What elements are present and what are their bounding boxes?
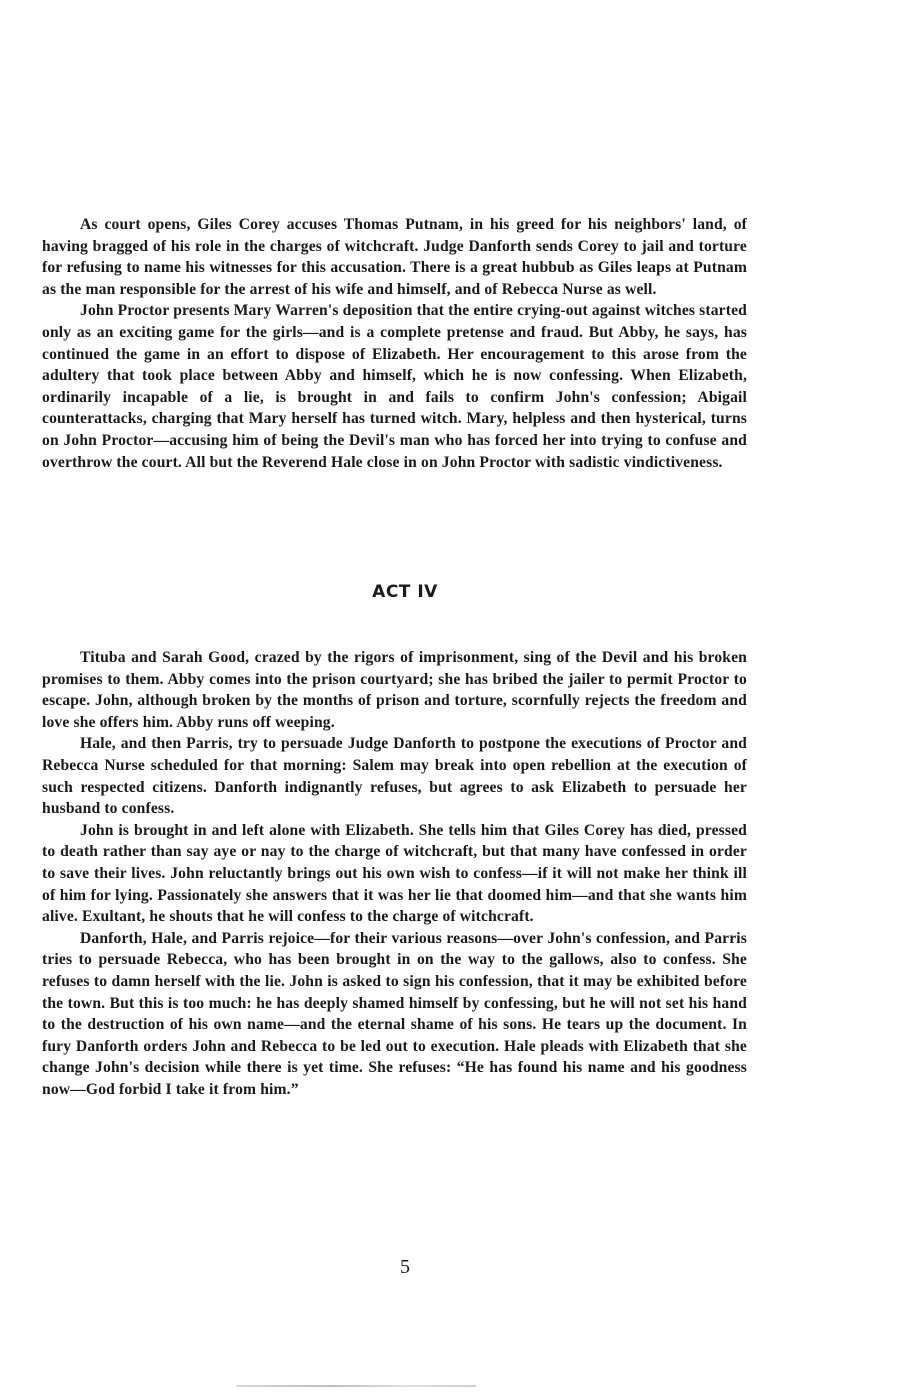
scan-artifact-line — [236, 1385, 476, 1387]
act-iv-summary-section — [42, 647, 747, 1100]
paragraph: John Proctor presents Mary Warren's deposition that the entire crying-out against witches started only as an exciting game for the girls—and is a complete pretense and fraud. But Abby, he says, has continued the game in an effort to dispose of Elizabeth. Her encouragement to this arose from the adultery that took place between Abby and himself, which he is now confessing. When Elizabeth, ordinarily incapable of a lie, is brought in and fails to confirm John's confession; Abigail counterattacks, charging that Mary herself has turned witch. Mary, helpless and then hysterical, turns on John Proctor—accusing him of being the Devil's man who has forced her into trying to confuse and overthrow the court. All but the Reverend Hale close in on John Proctor with sadistic vindictiveness. — [42, 302, 747, 471]
paragraph: Tituba and Sarah Good, crazed by the rigors of imprisonment, sing of the Devil and his broken promises to them. Abby comes into the prison courtyard; she has bribed the jailer to permit Proctor to escape. John, although broken by the months of prison and torture, scornfully rejects the freedom and love she offers him. Abby runs off weeping. — [42, 649, 747, 731]
act-iii-summary-section — [42, 214, 747, 473]
act-heading: ACT IV — [372, 582, 438, 602]
paragraph: Hale, and then Parris, try to persuade Judge Danforth to postpone the executions of Proctor and Rebecca Nurse scheduled for that morning: Salem may break into open rebellion at the execution of such respected citizens. Danforth indignantly refuses, but agrees to ask Elizabeth to persuade her husband to confess. — [42, 735, 747, 818]
page-number: 5 — [400, 1256, 410, 1278]
paragraph: As court opens, Giles Corey accuses Thomas Putnam, in his greed for his neighbors' land, of having bragged of his role in the charges of witchcraft. Judge Danforth sends Corey to jail and torture for refusing to name his witnesses for this accusation. There is a great hubbub as Giles leaps at Putnam as the man responsible for the arrest of his wife and himself, and of Rebecca Nurse as well. — [42, 216, 747, 298]
paragraph: Danforth, Hale, and Parris rejoice—for their various reasons—over John's confession, and Parris tries to persuade Rebecca, who has been brought in on the way to the gallows, also to confess. She refuses to damn herself with the lie. John is asked to sign his confession, that it may be exhibited before the town. But this is too much: he has deeply shamed himself by confessing, but he will not set his hand to the destruction of his own name—and the eternal shame of his sons. He tears up the document. In fury Danforth orders John and Rebecca to be led out to execution. Hale pleads with Elizabeth that she change John's decision while there is yet time. She refuses: “He has found his name and his goodness now—God forbid I take it from him.” — [42, 929, 747, 1098]
paragraph: John is brought in and left alone with Elizabeth. She tells him that Giles Corey has died, pressed to death rather than say aye or nay to the charge of witchcraft, but that many have confessed in order to save their lives. John reluctantly brings out his own wish to confess—if it will not make her think ill of him for lying. Passionately she answers that it was her lie that doomed him—and that she wants him alive. Exultant, he shouts that he will confess to the charge of witchcraft. — [42, 821, 747, 926]
